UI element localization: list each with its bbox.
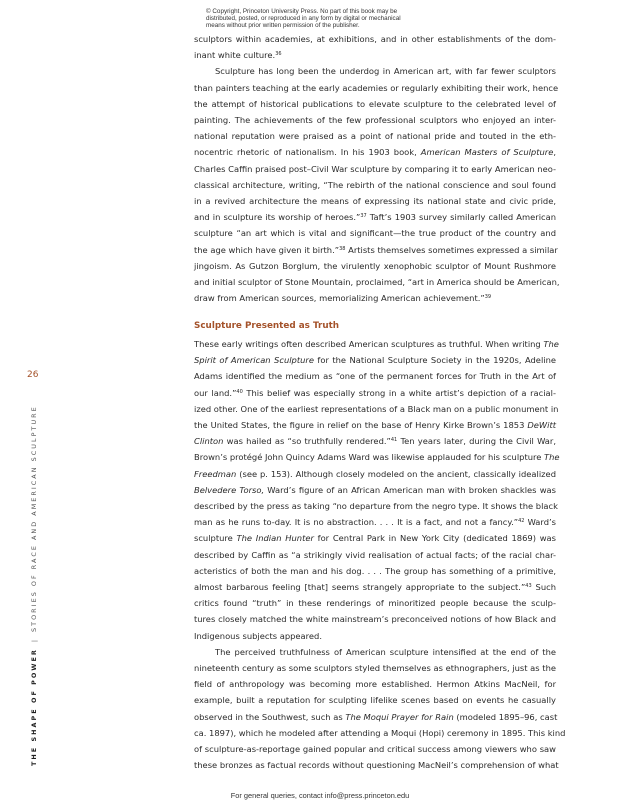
footnote-ref: 43 [525, 583, 532, 590]
text-line: of sculpture-as-reportage gained popular and critical success among viewers who saw [194, 744, 556, 755]
text-line: described by the press as taking “no departure from the negro type. It shows the black [194, 501, 558, 512]
footnote-ref: 40 [236, 388, 243, 395]
text-line: observed in the Southwest, such as The Moqui Prayer for Rain (modeled 1895–96, cast [194, 711, 558, 722]
text-line: in a revived architecture the means of expressing its national state and civic pride, [194, 196, 556, 207]
paragraph [194, 63, 560, 306]
text-line: Clinton was hailed as “so truthfully rendered.”$^{41}$ Ten years later, during the Civil War, [194, 436, 556, 447]
text-line: Indigenous subjects appeared. [194, 630, 322, 641]
text-line: draw from American sources, memorializing American achievement.”$^{39}$ [194, 293, 492, 304]
footer-contact: For general queries, contact info@press.princeton.edu [230, 791, 410, 800]
text-line: sculpture The Indian Hunter for Central Park in New York City (dedicated 1869) was [194, 533, 556, 544]
book-title: American Masters of Sculpture [420, 147, 554, 158]
text-line: the age which have given it birth.”$^{38}$ Artists themselves sometimes expressed a similar [194, 244, 558, 255]
text-line: tures closely matched the white mainstream’s preconceived notions of how Black and [194, 614, 556, 625]
footnote-ref: 37 [360, 213, 367, 220]
text-line: Sculpture has long been the underdog in American art, with far fewer sculptors [215, 66, 556, 77]
text-line: and initial sculptor of Stone Mountain, proclaimed, “art in America should be American, [194, 277, 560, 288]
text-line: Belvedere Torso, Ward’s figure of an African American man with broken shackles was [194, 484, 556, 495]
text-line: painting. The achievements of the few professional sculptors who enjoyed an inter- [194, 115, 556, 126]
text-line: classical architecture, writing, “The rebirth of the national conscience and soul found [194, 179, 556, 190]
paragraph [194, 336, 560, 644]
footnote-ref: 41 [390, 437, 398, 444]
copyright-notice [206, 8, 456, 30]
copyright-line: © Copyright, Princeton University Press. No part of this book may be [206, 8, 398, 15]
text-line: these bronzes as factual records without questioning MacNeil’s comprehension of what [194, 760, 559, 771]
text-line: acteristics of both the man and his dog. . . . The group has something of a primitive, [194, 565, 556, 576]
text-line: sculptors within academies, at exhibitions, and in other establishments of the dom- [194, 34, 556, 44]
separator: | [30, 637, 38, 643]
text-line: Spirit of American Sculpture for the National Sculpture Society in the 1920s, Adeline [194, 355, 556, 366]
text-line: and in sculpture its worship of heroes.”$^{37}$ Taft’s 1903 survey similarly called American [194, 212, 557, 223]
text-line: The perceived truthfulness of American sculpture intensified at the end of the [215, 646, 556, 657]
text-line: described by Caffin as “a strikingly vivid realisation of actual facts; of the racial char- [194, 549, 556, 560]
text-line: than painters teaching at the early academies or regularly exhibiting their work, hence [194, 82, 559, 93]
text-line: nineteenth century as some sculptors styled themselves as ethnographers, just as the [194, 663, 556, 674]
body-text-bottom [194, 336, 566, 773]
footnote-ref: 39 [484, 294, 492, 301]
text-line: man as he runs to-day. It is no abstraction. . . . It is a fact, and not a fancy.”$^{42}$ Ward’s [194, 517, 556, 528]
text-line: almost barbarous feeling [that] seems strangely appropriate to the subject.”$^{43}$ Such [194, 582, 556, 593]
section-heading: Sculpture Presented as Truth [194, 321, 340, 331]
running-head [30, 405, 38, 766]
text-line: the United States, the figure in relief on the base of Henry Kirke Brown’s 1853 DeWitt [194, 420, 556, 431]
text-line: inant white culture.$^{36}$ [194, 50, 282, 61]
text-line: ized other. One of the earliest representations of a Black man on a public monument in [194, 403, 559, 414]
paragraph [194, 31, 556, 63]
copyright-line: distributed, posted, or reproduced in any form by digital or mechanical [206, 15, 401, 23]
copyright-line: means without prior written permission of the publisher. [206, 22, 360, 30]
text-line: critics found “truth” in these renderings of minoritized people because the sculp- [194, 598, 556, 609]
text-line: Brown’s protégé John Quincy Adams Ward was likewise applauded for his sculpture The [194, 452, 560, 463]
text-line: ca. 1897), which he modeled after attending a Moqui (Hopi) ceremony in 1895. This kind [194, 727, 566, 738]
text-line: field of anthropology was becoming more established. Hermon Atkins MacNeil, for [194, 679, 556, 690]
body-text-top [194, 31, 560, 306]
text-line: sculpture “an art which is vital and significant—the true product of the country and [194, 228, 556, 239]
text-line: national reputation were praised as a point of national pride and touted in the eth- [194, 131, 556, 142]
text-line: jingoism. As Gutzon Borglum, the virulently xenophobic sculptor of Mount Rushmore [194, 260, 556, 271]
paragraph [194, 644, 566, 774]
book-subtitle: STORIES OF RACE AND AMERICAN SCULPTURE [30, 405, 38, 632]
footnote-ref: 38 [339, 245, 346, 252]
footnote-ref: 36 [275, 51, 282, 58]
footnote-ref: 42 [518, 518, 525, 525]
text-line: nocentric rhetoric of nationalism. In his 1903 book, American Masters of Sculpture, [194, 147, 557, 158]
text-line: our land.”$^{40}$ This belief was especially strong in a white artist’s depiction of a racial- [194, 387, 557, 398]
text-line: example, built a reputation for sculpting lifelike scenes based on events he casually [194, 695, 556, 706]
text-line: Freedman (see p. 153). Although closely modeled on the ancient, classically idealized [194, 468, 556, 479]
text-line: Adams identified the medium as “one of the permanent forces for Truth in the Art of [194, 371, 556, 382]
text-line: These early writings often described American sculptures as truthful. When writing The [194, 339, 559, 349]
book-title: THE SHAPE OF POWER [30, 648, 38, 766]
text-line: the attempt of historical publications to elevate sculpture to the celebrated level of [194, 98, 556, 109]
text-line: Charles Caffin praised post–Civil War sculpture by comparing it to early American neo- [194, 163, 556, 174]
page-number: 26 [27, 370, 39, 380]
